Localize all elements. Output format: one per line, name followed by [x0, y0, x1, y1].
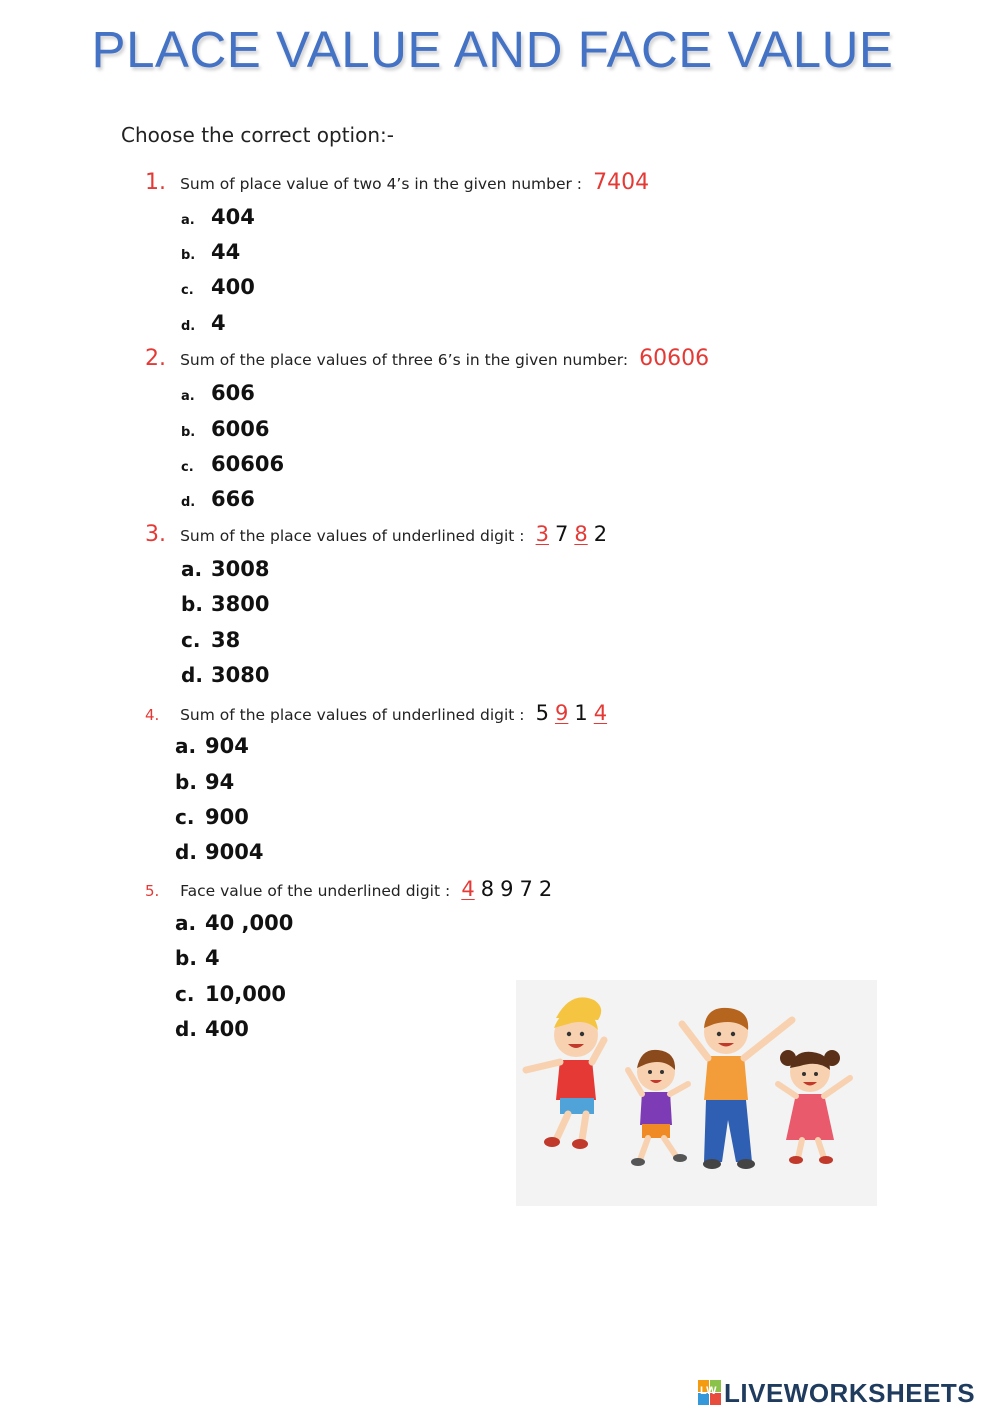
digit: 5 [535, 701, 549, 725]
jumping-kids-illustration [516, 980, 877, 1206]
question-text: Sum of place value of two 4’s in the given number : [180, 175, 583, 193]
question-number: 4. [145, 706, 160, 724]
question-3 [145, 522, 613, 547]
question-text: Sum of the place values of underlined digit : [180, 527, 525, 545]
option-value: 400 [205, 1017, 249, 1041]
option-letter: b. [175, 946, 197, 970]
option-letter: d. [181, 495, 196, 510]
digit: 7 [554, 522, 569, 546]
option-letter: b. [181, 425, 196, 440]
option-1a[interactable] [181, 205, 255, 229]
option-5a[interactable] [175, 911, 293, 935]
liveworksheets-logo [698, 1378, 975, 1408]
digit: 2 [593, 522, 608, 546]
question-5 [145, 877, 558, 901]
option-value: 404 [211, 205, 255, 229]
option-value: 9004 [205, 840, 264, 864]
option-value: 3080 [211, 663, 270, 687]
option-letter: d. [181, 663, 203, 687]
digit: 9 [500, 877, 514, 901]
option-letter: a. [175, 911, 197, 935]
option-value: 3800 [211, 592, 270, 616]
question-2 [145, 346, 709, 371]
option-letter: d. [181, 319, 196, 334]
option-letter: a. [175, 734, 197, 758]
option-value: 44 [211, 240, 241, 264]
kid-boy-orange-shirt [682, 1008, 792, 1169]
logo-mark [698, 1380, 722, 1406]
digit: 8 [480, 877, 495, 901]
option-value: 4 [205, 946, 220, 970]
kids-drawing [516, 980, 877, 1206]
option-letter: d. [175, 840, 197, 864]
logo-text: LIVEWORKSHEETS [724, 1377, 976, 1408]
option-2b[interactable] [181, 417, 269, 441]
question-number: 1. [145, 170, 166, 195]
question-number-value: 60606 [639, 346, 710, 371]
question-text: Face value of the underlined digit : [180, 882, 451, 900]
option-4a[interactable] [175, 734, 249, 758]
option-2c[interactable] [181, 452, 284, 476]
option-letter: a. [181, 389, 195, 404]
option-value: 904 [205, 734, 249, 758]
option-value: 94 [205, 770, 235, 794]
logo-mark-letters: LW [700, 1385, 717, 1397]
option-letter: c. [181, 628, 201, 652]
option-value: 4 [211, 311, 226, 335]
instruction-text: Choose the correct option:- [121, 123, 394, 147]
option-value: 900 [205, 805, 249, 829]
question-text: Sum of the place values of underlined digit : [180, 706, 525, 724]
option-5b[interactable] [175, 946, 220, 970]
kid-girl-red-shirt [526, 997, 604, 1149]
option-value: 10,000 [205, 982, 287, 1006]
question-number-value: 7404 [593, 170, 650, 195]
option-1c[interactable] [181, 275, 255, 299]
option-value: 40 ,000 [205, 911, 294, 935]
option-4b[interactable] [175, 770, 234, 794]
option-letter: c. [181, 283, 194, 298]
option-5d[interactable] [175, 1017, 249, 1041]
option-3c[interactable] [181, 628, 240, 652]
option-letter: d. [175, 1017, 197, 1041]
underlined-digit: 3 [535, 522, 549, 546]
option-value: 38 [211, 628, 241, 652]
option-5c[interactable] [175, 982, 286, 1006]
option-letter: b. [181, 248, 196, 263]
page-title: PLACE VALUE AND FACE VALUE [91, 21, 894, 78]
option-2a[interactable] [181, 381, 255, 405]
option-value: 60606 [211, 452, 285, 476]
option-3d[interactable] [181, 663, 269, 687]
question-number: 2. [145, 346, 166, 371]
option-1b[interactable] [181, 240, 240, 264]
option-value: 400 [211, 275, 255, 299]
underlined-digit: 4 [593, 701, 608, 725]
option-4d[interactable] [175, 840, 263, 864]
option-value: 3008 [211, 557, 270, 581]
underlined-digit: 4 [461, 877, 475, 901]
option-3a[interactable] [181, 557, 269, 581]
digit: 7 [519, 877, 533, 901]
digit: 2 [538, 877, 553, 901]
digit: 1 [574, 701, 588, 725]
underlined-digit: 9 [554, 701, 569, 725]
question-number: 5. [145, 882, 160, 900]
question-text: Sum of the place values of three 6’s in the given number: [180, 351, 629, 369]
kid-boy-purple-shirt [628, 1050, 688, 1166]
underlined-digit: 8 [574, 522, 588, 546]
option-value: 6006 [211, 417, 270, 441]
option-2d[interactable] [181, 487, 255, 511]
option-letter: b. [181, 592, 203, 616]
option-value: 666 [211, 487, 255, 511]
option-1d[interactable] [181, 311, 226, 335]
question-4 [145, 701, 613, 725]
kid-girl-pink-dress [778, 1050, 850, 1164]
option-3b[interactable] [181, 592, 269, 616]
question-1 [145, 170, 649, 195]
option-letter: a. [181, 213, 195, 228]
option-value: 606 [211, 381, 255, 405]
option-letter: c. [175, 805, 195, 829]
option-letter: c. [181, 460, 194, 475]
option-letter: c. [175, 982, 195, 1006]
option-letter: b. [175, 770, 197, 794]
option-4c[interactable] [175, 805, 249, 829]
option-letter: a. [181, 557, 203, 581]
question-number: 3. [145, 522, 166, 547]
